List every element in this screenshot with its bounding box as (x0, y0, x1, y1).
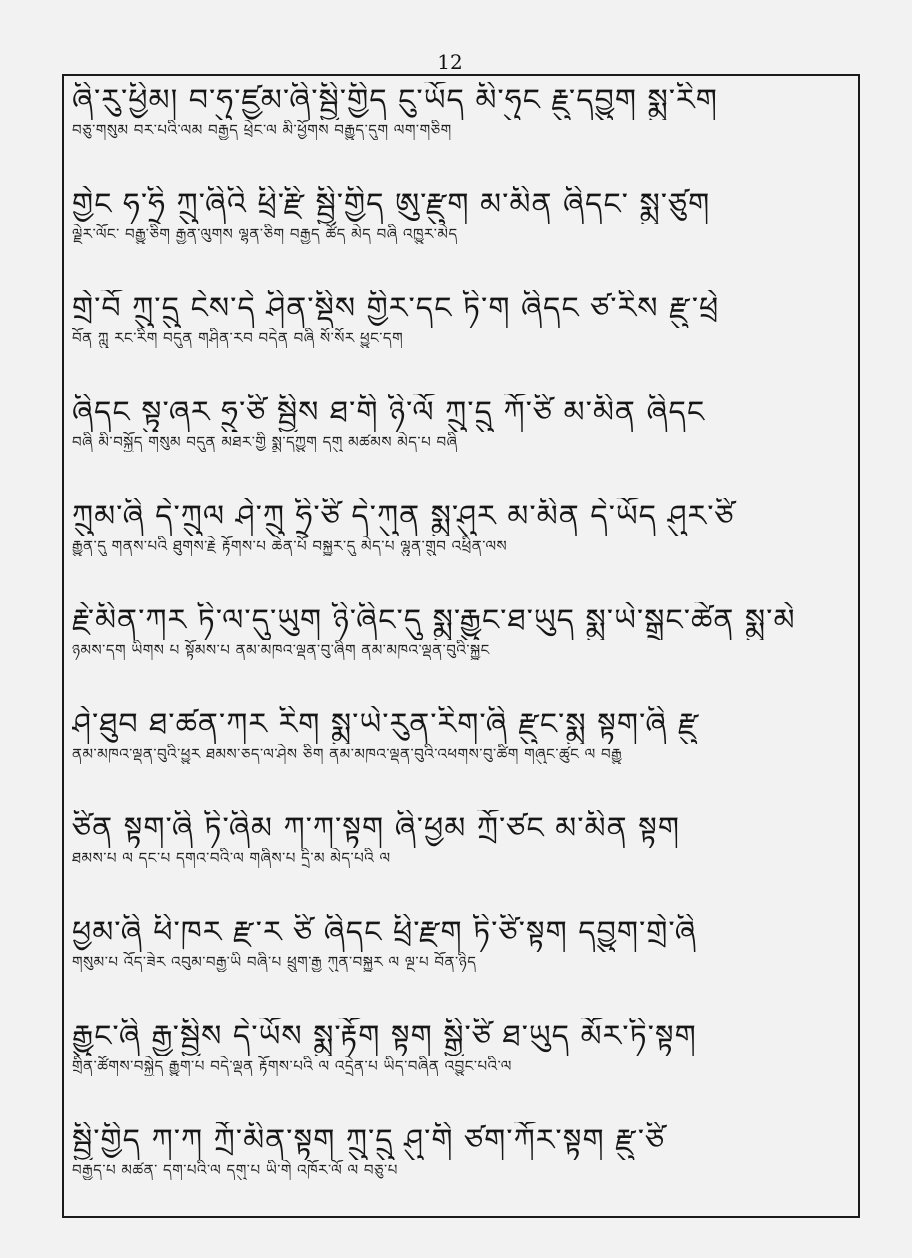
tibetan-gloss-line: བཞི མི་བསྐྱོད གསུམ བདུན མཐར་གྱི སྨྲ་དཀྱུག དགུ མཚམས མེད་པ བཞི (72, 433, 458, 451)
tibetan-gloss-line: བོན ཀླུ རང་རིག བདུན གཤིན་རབ བདེན བཞི སོ་སོར ཕྱུང་དག (72, 329, 404, 347)
tibetan-main-line: གྲེ་བོ ཀྲུ་དྲུ ངེས་དེ ཤིན་སྡིས གྱིར་དང ཏི་ག ཞིདང ཙ་རིས རྫུ་ཕྲེ (72, 291, 720, 326)
text-line-10 (72, 1018, 854, 1076)
tibetan-main-line: སྦྱི་གྱིད ཀ་ཀ ཀྲོ་མིན་སྟག ཀྲུ་དྲུ ཤུ་གི ཙག་ཀོར་སྟག རྫུ་ཙི (72, 1123, 666, 1158)
tibetan-main-line: ཤེ་ཐུབ ཐ་ཚན་ཀར རིག སྨུ་ཡེ་རུན་རིག་ཞི རྫུང་སྨུ སྟག་ཞི རྫུ (72, 707, 700, 742)
text-line-5 (72, 498, 854, 556)
tibetan-main-line: ཀྲུམ་ཞི དེ་ཀྲུལ ཤེ་ཀྲུ ཧྲི་ཙི དེ་ཀུན སྨུ་ཤུར མ་མིན དེ་ཡོད ཤུར་ཙི (72, 499, 735, 534)
text-line-9 (72, 914, 854, 972)
tibetan-gloss-line: ལྗེར་ལོང་ བརྒྱུ་ཅིག རྒྱན་ལུགས ལྷན་ཅིག བརྒྱད ཚོད མེད བཞི འཁྱུར་མེད (72, 225, 458, 243)
text-line-3 (72, 290, 854, 348)
text-line-2 (72, 186, 854, 244)
tibetan-gloss-line: བརྒྱད་པ མཚན་ དག་པའི་ལ དགུ་པ ཡི་གེ འཁོར་ལོ ལ བཅུ་པ (72, 1161, 398, 1179)
tibetan-main-line: ཕྱམ་ཞི ཕི་ཁར རྫ་ར ཙི ཞིདང ཕྲི་རྫག ཏི་ཙི་སྟག དབྱུག་གྲེ་ཞི (72, 915, 697, 950)
tibetan-main-line: གྱེང ཧ་ཧྲི ཀྲུ་ཞིའི ཕྲི་རྫི སྦྱི་གྱིད ཨུ་རྫུག མ་མིན ཞིདང་ སྨུ་ཙུག (72, 187, 711, 222)
tibetan-main-line: ཙིན སྟག་ཞི ཏི་ཞིམ ཀ་ཀ་སྟག ཞི་ཕྱམ ཀྲོ་ཙང མ་མིན སྟག (72, 811, 681, 846)
text-line-6 (72, 602, 854, 660)
tibetan-gloss-line: ཐམས་པ ལ དང་པ དགའ་བའི་ལ གཞིས་པ དྲི་མ མེད་པའི ལ (72, 849, 391, 867)
text-line-11 (72, 1122, 854, 1180)
tibetan-main-line: ཞིདང སྟུ་ཞར ཧྲུ་ཙི སྦྱིས ཐ་གི ཉི་ལོ ཀྲུ་དྲུ ཀོ་ཙི མ་མིན ཞིདང (72, 395, 706, 430)
text-line-7 (72, 706, 854, 764)
tibetan-gloss-line: རྒྱུན་དུ གནས་པའི ཐུགས་རྗེ རྟོགས་པ ཆེན་པོ བསྐྱུར་དུ མེད་པ ལྷུན་གྲུབ འཕྲིན་ལས (72, 537, 508, 555)
tibetan-main-line: ཞི་རུ་ཕྱིམ། བ་ཧུ་ཛྱམ་ཞི་སྦྱི་གྱིད ངུ་ཡོད མི་ཧུང རྗུ་དབྱུག སྨུ་རིག (72, 83, 718, 118)
tibetan-main-line: རྗེ་མིན་ཀར ཏི་ལ་དུ་ཡུག ཉི་ཞིང་དུ སྨུ་རྒྱུང་ཐ་ཡུད སྨུ་ཡེ་སྒྲུང་ཚེན སྨུ་མེ (72, 603, 796, 638)
tibetan-gloss-line: གྲིན་ཚོགས་བསྐྱེད རྒྱུག་པ བདེ་ལྡན རྟོགས་པའི ལ འདྲེན་པ ཡིད་བཞིན འབྱུང་པའི་ལ (72, 1057, 512, 1075)
page-number: 12 (437, 50, 463, 74)
tibetan-main-line: རྒྱུང་ཞི རྒྱ་སྦྱིས དེ་ཡོས སྨུ་རྟོག སྟག སྒྱི་ཙི ཐ་ཡུད མོར་ཏི་སྟག (72, 1019, 697, 1054)
tibetan-gloss-line: བཅུ་གསུམ བར་པའི་ལམ བརྒྱད ཕྲེང་ལ མི་ཕྱོགས བརྒྱུད་དུག ལག་གཅིག (72, 121, 452, 139)
tibetan-gloss-line: ནམ་མཁའ་ལྡན་བུའི་ཕྱུར ཐམས་ཅད་ལ་ཤེས ཅིག ནམ་མཁའ་ལྡན་བུའི་འཕགས་བུ་ཚིག གཞུང་ཚུང ལ བརྒྱུ (72, 745, 623, 763)
tibetan-gloss-line: གསུམ་པ འོད་ཟེར འབུམ་བརྒྱ་ཡི བཞི་པ ཕྲུག་རྒྱ ཀུན་བསྐྱུར ལ ལྔ་པ བོན་ཉིད (72, 953, 477, 971)
text-line-8 (72, 810, 854, 868)
text-line-1 (72, 82, 854, 140)
text-line-4 (72, 394, 854, 452)
tibetan-gloss-line: ཉམས་དག ཡིགས པ སྟོམས་པ ནམ་མཁའ་ལྡན་བུ་ཞིག ནམ་མཁའ་ལྡན་བུའི་སྐྱུང (72, 641, 490, 659)
